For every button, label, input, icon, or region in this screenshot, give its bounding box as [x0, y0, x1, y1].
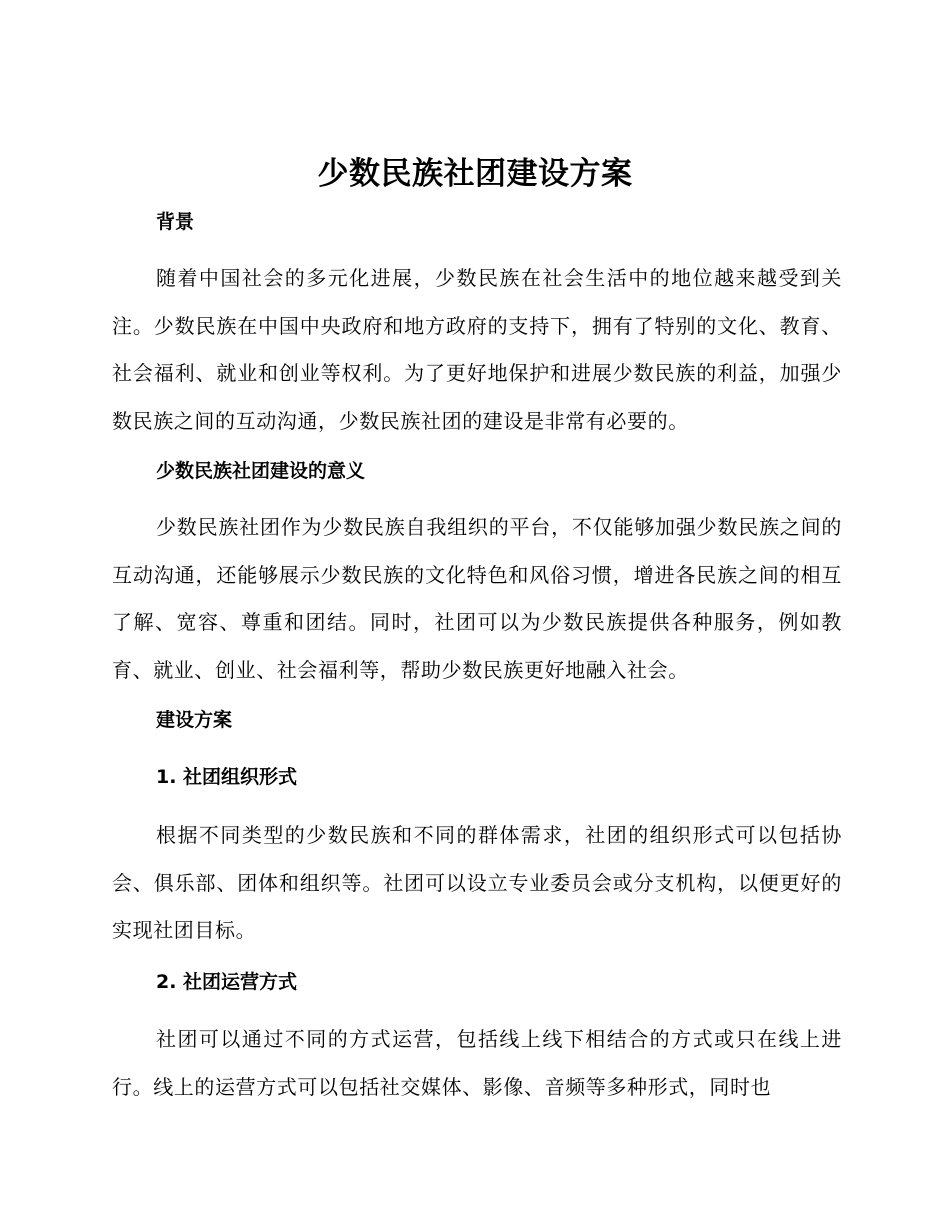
- section-heading-background: 背景: [156, 211, 195, 233]
- section-paragraph-background: 随着中国社会的多元化进展，少数民族在社会生活中的地位越来越受到关注。少数民族在中国中央政府和地方政府的支持下，拥有了特别的文化、教育、社会福利、就业和创业等权利。为了更好地保护和进展少数民族的利益，加强少数民族之间的互动沟通，少数民族社团的建设是非常有必要的。: [112, 266, 842, 433]
- subsection-paragraph-organization-form: 根据不同类型的少数民族和不同的群体需求，社团的组织形式可以包括协会、俱乐部、团体和组织等。社团可以设立专业委员会或分支机构，以便更好的实现社团目标。: [112, 823, 842, 942]
- document-title: 少数民族社团建设方案: [317, 156, 633, 192]
- section-heading-plan: 建设方案: [156, 709, 233, 731]
- subsection-heading-organization-form: 1. 社团组织形式: [156, 766, 298, 788]
- subsection-heading-operation-mode: 2. 社团运营方式: [156, 971, 298, 993]
- section-paragraph-significance: 少数民族社团作为少数民族自我组织的平台，不仅能够加强少数民族之间的互动沟通，还能够展示少数民族的文化特色和风俗习惯，增进各民族之间的相互了解、宽容、尊重和团结。同时，社团可以为少数民族提供各种服务，例如教育、就业、创业、社会福利等，帮助少数民族更好地融入社会。: [112, 515, 842, 682]
- subsection-paragraph-operation-mode: 社团可以通过不同的方式运营，包括线上线下相结合的方式或只在线上进行。线上的运营方式可以包括社交媒体、影像、音频等多种形式，同时也: [112, 1027, 842, 1099]
- section-heading-significance: 少数民族社团建设的意义: [156, 460, 366, 482]
